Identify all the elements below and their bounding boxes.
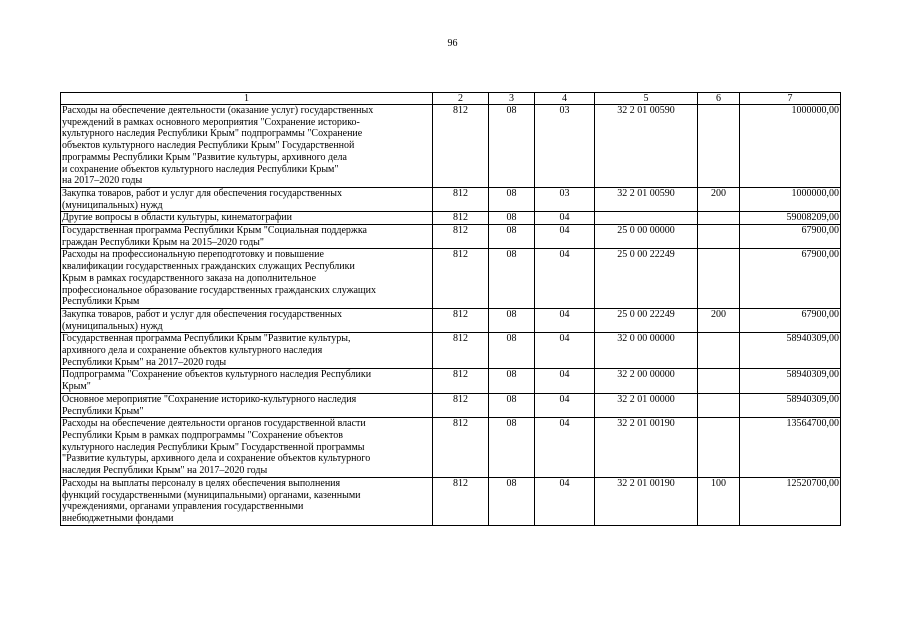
section-code-cell: 08 — [489, 212, 535, 225]
section-code-cell: 08 — [489, 369, 535, 393]
expense-type-cell — [698, 333, 740, 369]
amount-cell: 13564700,00 — [740, 418, 841, 478]
table-row — [61, 105, 841, 188]
table-header-row — [61, 93, 841, 105]
section-code-cell: 08 — [489, 308, 535, 332]
section-code-cell: 08 — [489, 333, 535, 369]
amount-cell: 1000000,00 — [740, 187, 841, 211]
amount-cell: 1000000,00 — [740, 105, 841, 188]
table-row — [61, 212, 841, 225]
subsection-code-cell: 04 — [535, 212, 595, 225]
amount-cell: 58940309,00 — [740, 393, 841, 417]
expense-type-cell: 100 — [698, 477, 740, 525]
header-cell: 6 — [698, 93, 740, 105]
amount-cell: 59008209,00 — [740, 212, 841, 225]
section-code-cell: 08 — [489, 249, 535, 309]
subsection-code-cell: 03 — [535, 187, 595, 211]
description-cell: Расходы на выплаты персоналу в целях обеспечения выполнения функций государственными (муниципальными) органами, казенными учреждениями, органами управления государственными внебюджетными фондами — [61, 477, 433, 525]
expense-type-cell — [698, 369, 740, 393]
section-code-cell: 08 — [489, 477, 535, 525]
expense-type-cell — [698, 249, 740, 309]
ministry-code-cell: 812 — [433, 249, 489, 309]
subsection-code-cell: 04 — [535, 225, 595, 249]
description-cell: Государственная программа Республики Крым "Социальная поддержка граждан Республики Крым на 2015–2020 годы" — [61, 225, 433, 249]
description-cell: Основное мероприятие "Сохранение историко-культурного наследия Республики Крым" — [61, 393, 433, 417]
description-cell: Подпрограмма "Сохранение объектов культурного наследия Республики Крым" — [61, 369, 433, 393]
target-article-cell: 32 2 01 00590 — [595, 105, 698, 188]
target-article-cell: 25 0 00 00000 — [595, 225, 698, 249]
ministry-code-cell: 812 — [433, 333, 489, 369]
ministry-code-cell: 812 — [433, 393, 489, 417]
expense-type-cell: 200 — [698, 308, 740, 332]
table-row — [61, 393, 841, 417]
amount-cell: 67900,00 — [740, 225, 841, 249]
expense-type-cell — [698, 212, 740, 225]
section-code-cell: 08 — [489, 187, 535, 211]
ministry-code-cell: 812 — [433, 477, 489, 525]
target-article-cell: 25 0 00 22249 — [595, 249, 698, 309]
budget-table — [60, 92, 841, 526]
table-row — [61, 333, 841, 369]
subsection-code-cell: 04 — [535, 369, 595, 393]
target-article-cell — [595, 212, 698, 225]
ministry-code-cell: 812 — [433, 105, 489, 188]
header-cell: 3 — [489, 93, 535, 105]
table-row — [61, 477, 841, 525]
amount-cell: 12520700,00 — [740, 477, 841, 525]
ministry-code-cell: 812 — [433, 308, 489, 332]
section-code-cell: 08 — [489, 393, 535, 417]
subsection-code-cell: 04 — [535, 418, 595, 478]
ministry-code-cell: 812 — [433, 225, 489, 249]
header-cell: 4 — [535, 93, 595, 105]
page-number: 96 — [447, 38, 458, 49]
section-code-cell: 08 — [489, 418, 535, 478]
subsection-code-cell: 04 — [535, 308, 595, 332]
ministry-code-cell: 812 — [433, 212, 489, 225]
description-cell: Закупка товаров, работ и услуг для обеспечения государственных (муниципальных) нужд — [61, 308, 433, 332]
table-row — [61, 369, 841, 393]
target-article-cell: 32 2 01 00590 — [595, 187, 698, 211]
header-cell: 5 — [595, 93, 698, 105]
section-code-cell: 08 — [489, 105, 535, 188]
section-code-cell: 08 — [489, 225, 535, 249]
ministry-code-cell: 812 — [433, 369, 489, 393]
header-cell: 1 — [61, 93, 433, 105]
subsection-code-cell: 04 — [535, 477, 595, 525]
table-row — [61, 187, 841, 211]
subsection-code-cell: 04 — [535, 393, 595, 417]
table-row — [61, 418, 841, 478]
header-cell: 7 — [740, 93, 841, 105]
subsection-code-cell: 03 — [535, 105, 595, 188]
expense-type-cell: 200 — [698, 187, 740, 211]
amount-cell: 67900,00 — [740, 249, 841, 309]
amount-cell: 67900,00 — [740, 308, 841, 332]
target-article-cell: 32 0 00 00000 — [595, 333, 698, 369]
subsection-code-cell: 04 — [535, 249, 595, 309]
description-cell: Расходы на профессиональную переподготовку и повышение квалификации государственных гражданских служащих Республики Крым в рамках государственного заказа на дополнительное профессиональное образование государственных гражданских служащих Республики Крым — [61, 249, 433, 309]
table-row — [61, 225, 841, 249]
target-article-cell: 32 2 00 00000 — [595, 369, 698, 393]
expense-type-cell — [698, 225, 740, 249]
target-article-cell: 32 2 01 00190 — [595, 418, 698, 478]
description-cell: Другие вопросы в области культуры, кинематографии — [61, 212, 433, 225]
description-cell: Расходы на обеспечение деятельности органов государственной власти Республики Крым в рамках подпрограммы "Сохранение объектов культурного наследия Республики Крым" Государственной программы "Развитие культуры, архивного дела и сохранение объектов культурного наследия Республики Крым" на 2017–2020 годы — [61, 418, 433, 478]
ministry-code-cell: 812 — [433, 187, 489, 211]
target-article-cell: 32 2 01 00190 — [595, 477, 698, 525]
target-article-cell: 32 2 01 00000 — [595, 393, 698, 417]
table-row — [61, 249, 841, 309]
ministry-code-cell: 812 — [433, 418, 489, 478]
amount-cell: 58940309,00 — [740, 369, 841, 393]
description-cell: Закупка товаров, работ и услуг для обеспечения государственных (муниципальных) нужд — [61, 187, 433, 211]
header-cell: 2 — [433, 93, 489, 105]
expense-type-cell — [698, 105, 740, 188]
table-row — [61, 308, 841, 332]
expense-type-cell — [698, 393, 740, 417]
subsection-code-cell: 04 — [535, 333, 595, 369]
description-cell: Расходы на обеспечение деятельности (оказание услуг) государственных учреждений в рамках основного мероприятия "Сохранение историко- культурного наследия Республики Крым" подпрограммы "Сохранение объектов культурного наследия Республики Крым" Государственной программы Республики Крым "Развитие культуры, архивного дела и сохранение объектов культурного наследия Республики Крым" на 2017–2020 годы — [61, 105, 433, 188]
target-article-cell: 25 0 00 22249 — [595, 308, 698, 332]
amount-cell: 58940309,00 — [740, 333, 841, 369]
expense-type-cell — [698, 418, 740, 478]
description-cell: Государственная программа Республики Крым "Развитие культуры, архивного дела и сохранение объектов культурного наследия Республики Крым" на 2017–2020 годы — [61, 333, 433, 369]
